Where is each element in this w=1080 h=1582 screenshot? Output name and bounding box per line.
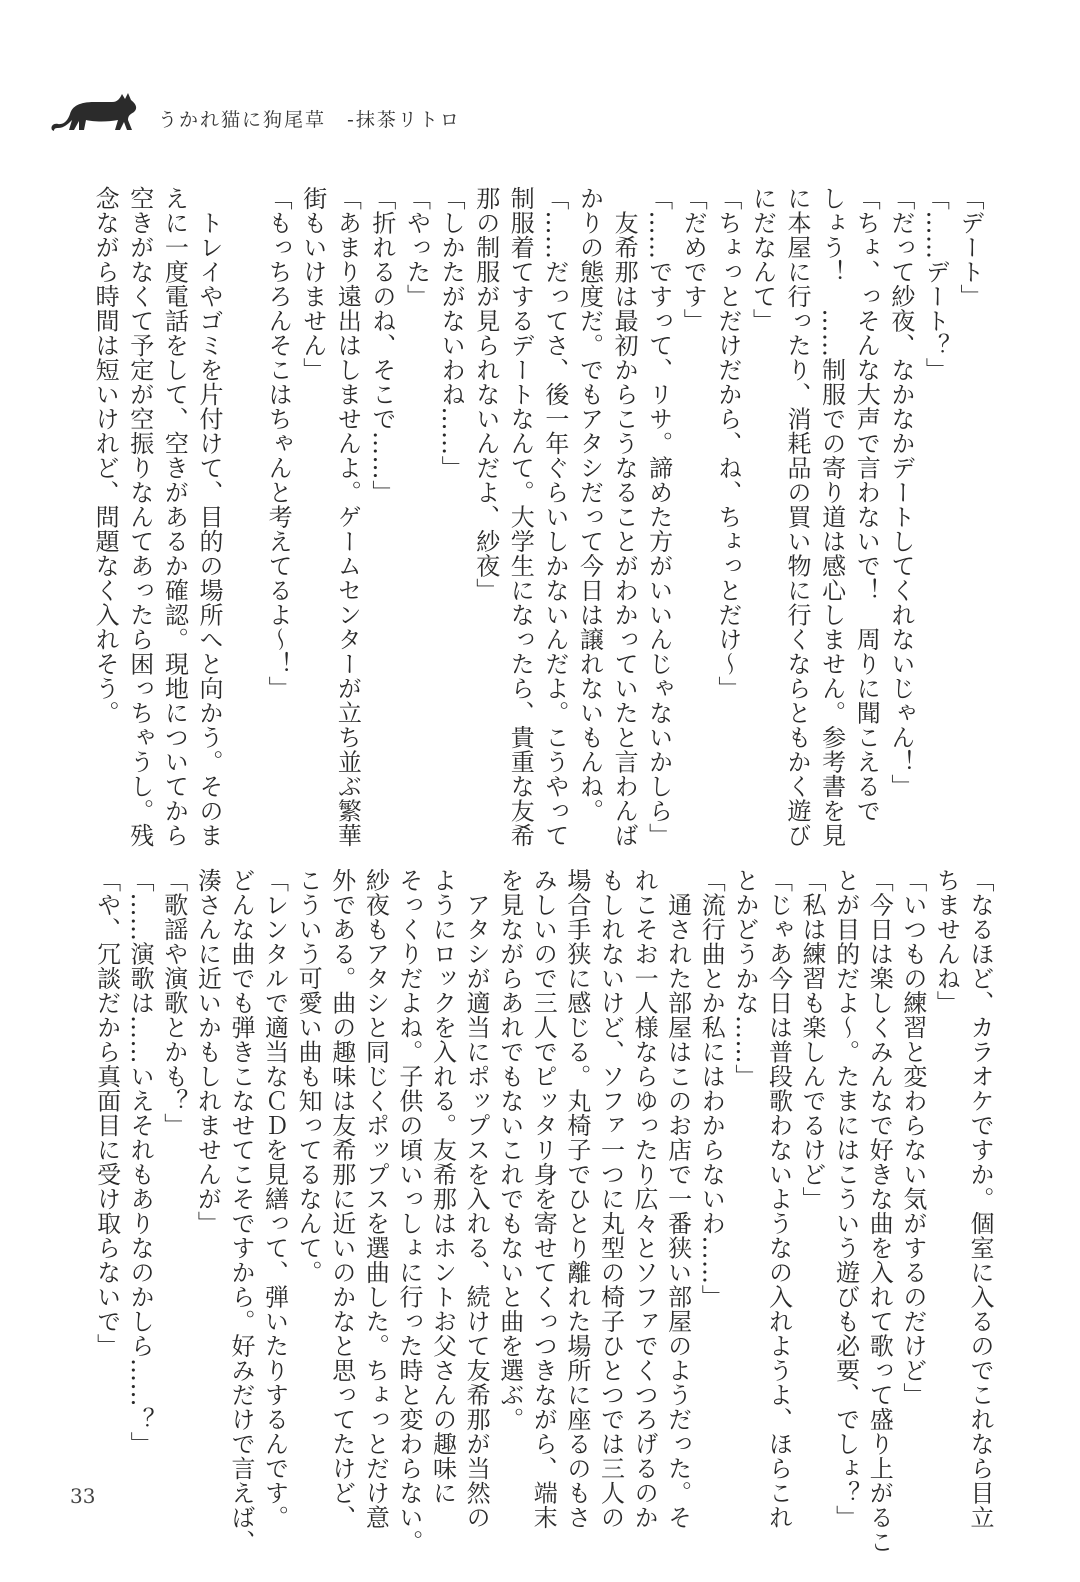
text-column: ちませんね」 (932, 868, 961, 1015)
text-column: 「じゃあ今日は普段歌わないようなの入れようよ、ほらこれ (764, 868, 793, 1530)
text-column: 「や、冗談だから真面目に受け取らないで」 (92, 868, 121, 1358)
text-column: もしれないけど、ソファ一つに丸型の椅子ひとつでは三人の (596, 868, 625, 1530)
text-column: を見ながらあれでもないこれでもないと曲を選ぶ。 (495, 868, 524, 1432)
text-column: とが目的だよ～。たまにはこういう遊びも必要、でしょ？」 (831, 868, 860, 1530)
text-column: みしいので三人でピッタリ身を寄せてくっつきながら、端末 (529, 868, 558, 1530)
text-column: 「デート」 (956, 186, 984, 309)
text-column: 「……演歌は……いえそれもありなのかしら……？」 (126, 868, 155, 1456)
text-column: 「歌謡や演歌とかも？」 (159, 868, 188, 1138)
text-column: アタシが適当にポップスを入れる、続けて友希那が当然の (462, 868, 491, 1530)
text-column: 「ちょっとだけだから、ね、ちょっとだけ～」 (713, 186, 742, 701)
text-column: しょう！ ……制服での寄り道は感心しません。参考書を見 (817, 186, 846, 848)
text-column: 「だって紗夜、なかなかデートしてくれないじゃん！」 (886, 186, 915, 799)
text-column: 湊さんに近いかもしれませんが」 (193, 868, 222, 1236)
text-column: 「なるほど、カラオケですか。個室に入るのでこれなら目立 (966, 868, 994, 1530)
text-column: とかどうかな……」 (730, 868, 759, 1089)
text-column: 街もいけません」 (298, 186, 327, 382)
text-column: 「レンタルで適当なＣＤを見繕って、弾いたりするんです。 (260, 868, 289, 1530)
page-number: 33 (70, 1484, 96, 1508)
text-column: かりの態度だ。でもアタシだって今日は譲れないもんね。 (575, 186, 604, 823)
text-column: 「あまり遠出はしませんよ。ゲームセンターが立ち並ぶ繁華 (333, 186, 362, 848)
text-column: 空きがなくて予定が空振りなんてあったら困っちゃうし。残 (125, 186, 154, 848)
text-column: 「折れるのね、そこで……」 (367, 186, 396, 505)
text-column: 那の制服が見られないんだよ、紗夜」 (471, 186, 500, 603)
text-column: 「……ですって、リサ。諦めた方がいいんじゃないかしら」 (644, 186, 673, 848)
text-column: 「ちょ、っそんな大声で言わないで！ 周りに聞こえるで (852, 186, 881, 823)
running-header (48, 88, 461, 134)
text-column: 「私は練習も楽しんでるけど」 (798, 868, 827, 1211)
text-column (227, 186, 262, 756)
text-column: 「いつもの練習と変わらない気がするのだけど」 (898, 868, 927, 1407)
text-column: ようにロックを入れる。友希那はホントお父さんの趣味に (428, 868, 457, 1505)
text-column: 念ながら時間は短いけれど、問題なく入れそう。 (91, 186, 120, 725)
text-column: 「……だってさ、後一年ぐらいしかないんだよ。こうやって (540, 186, 569, 848)
text-column: 友希那は最初からこうなることがわかっていたと言わんば (610, 186, 639, 848)
text-block-bottom (91, 868, 998, 1554)
text-block-top (89, 186, 988, 848)
text-column: えに一度電話をして、空きがあるか確認。現地についてから (160, 186, 189, 848)
text-column: 「しかたがないわね……」 (437, 186, 466, 480)
text-column: 「やった」 (402, 186, 431, 309)
text-column: こういう可愛い曲も知ってるなんて。 (294, 868, 323, 1285)
text-column: れこそお一人様ならゆったり広々とソファでくつろげるのか (630, 868, 659, 1530)
cat-silhouette-icon (48, 90, 144, 134)
text-column: 紗夜もアタシと同じくポップスを選曲した。ちょっとだけ意 (361, 868, 390, 1530)
text-column: 制服着てするデートなんて。大学生になったら、貴重な友希 (506, 186, 535, 848)
text-column: 「……デート？」 (921, 186, 950, 382)
text-column: 「今日は楽しくみんなで好きな曲を入れて歌って盛り上がるこ (865, 868, 894, 1554)
text-column: 「だめです」 (679, 186, 708, 333)
text-column: どんな曲でも弾きこなせてこそですから。好みだけで言えば、 (226, 868, 255, 1554)
book-title: うかれ猫に狗尾草 -抹茶リトロ (158, 109, 461, 131)
text-column: にだなんて」 (748, 186, 777, 333)
text-column: トレイやゴミを片付けて、目的の場所へと向かう。そのま (194, 186, 223, 848)
text-column: 通された部屋はこのお店で一番狭い部屋のようだった。そ (663, 868, 692, 1530)
text-column: 「もっちろんそこはちゃんと考えてるよ～！」 (264, 186, 293, 701)
text-column: 場合手狭に感じる。丸椅子でひとり離れた場所に座るのもさ (562, 868, 591, 1530)
text-column: そっくりだよね。子供の頃いっしょに行った時と変わらない。 (394, 868, 423, 1554)
text-column: に本屋に行ったり、消耗品の買い物に行くならともかく遊び (783, 186, 812, 848)
text-column: 外である。曲の趣味は友希那に近いのかなと思ってたけど、 (327, 868, 356, 1530)
text-column: 「流行曲とか私にはわからないわ……」 (697, 868, 726, 1309)
